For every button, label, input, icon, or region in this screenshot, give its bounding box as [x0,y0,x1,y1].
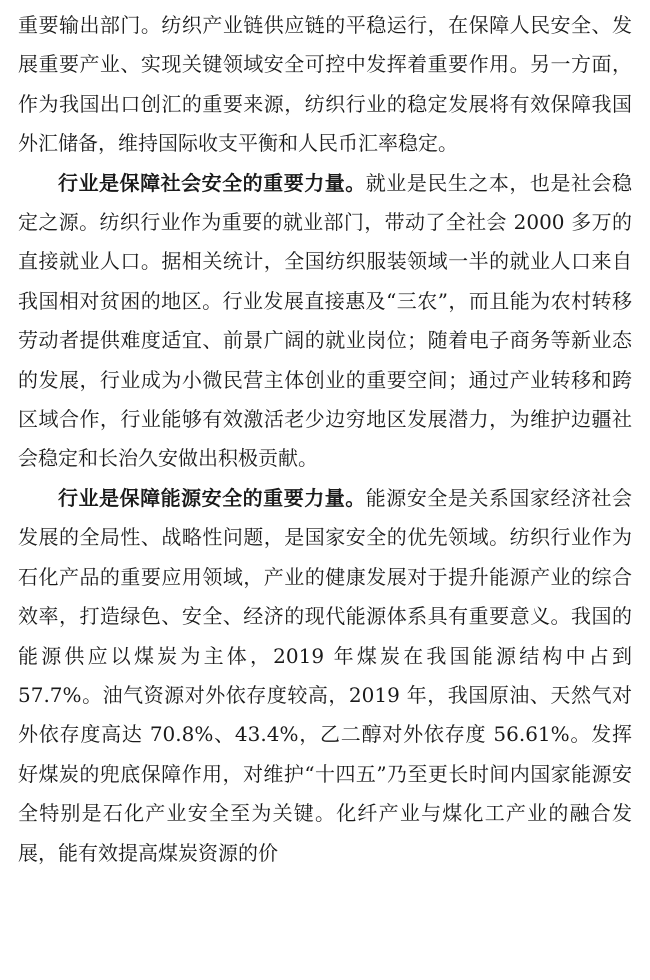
paragraph-text: 重要输出部门。纺织产业链供应链的平稳运行，在保障人民安全、发展重要产业、实现关键领域安全可控中发挥着重要作用。另一方面，作为我国出口创汇的重要来源，纺织行业的稳定发展将有效保障我国外汇储备，维持国际收支平衡和人民币汇率稳定。 [18,13,632,156]
paragraph-text: 能源安全是关系国家经济社会发展的全局性、战略性问题，是国家安全的优先领域。纺织行业作为石化产品的重要应用领域，产业的健康发展对于提升能源产业的综合效率，打造绿色、安全、经济的现代能源体系具有重要意义。我国的能源供应以煤炭为主体，2019 年煤炭在我国能源结构中占到57.7%。油气资源对外依存度较高，2019 年，我国原油、天然气对外依存度高达 70.8%、43.4%，乙二醇对外依存度 56.61%。发挥好煤炭的兜底保障作用，对维护“十四五”乃至更长时间内国家能源安全特别是石化产业安全至为关键。化纤产业与煤化工产业的融合发展，能有效提高煤炭资源的价 [18,485,633,865]
document-body [18,6,632,873]
paragraph-continuation [18,6,632,164]
paragraph-lead-bold: 行业是保障能源安全的重要力量。 [58,485,366,510]
paragraph-social-security [18,164,632,479]
paragraph-lead-bold: 行业是保障社会安全的重要力量。 [58,170,366,195]
paragraph-text: 就业是民生之本，也是社会稳定之源。纺织行业作为重要的就业部门，带动了全社会 2000 多万的直接就业人口。据相关统计，全国纺织服装领域一半的就业人口来自我国相对贫困的地区。行业发展直接惠及“三农”，而且能为农村转移劳动者提供难度适宜、前景广阔的就业岗位；随着电子商务等新业态的发展，行业成为小微民营主体创业的重要空间；通过产业转移和跨区域合作，行业能够有效激活老少边穷地区发展潜力，为维护边疆社会稳定和长治久安做出积极贡献。 [18,170,633,471]
paragraph-energy-security [18,479,632,873]
